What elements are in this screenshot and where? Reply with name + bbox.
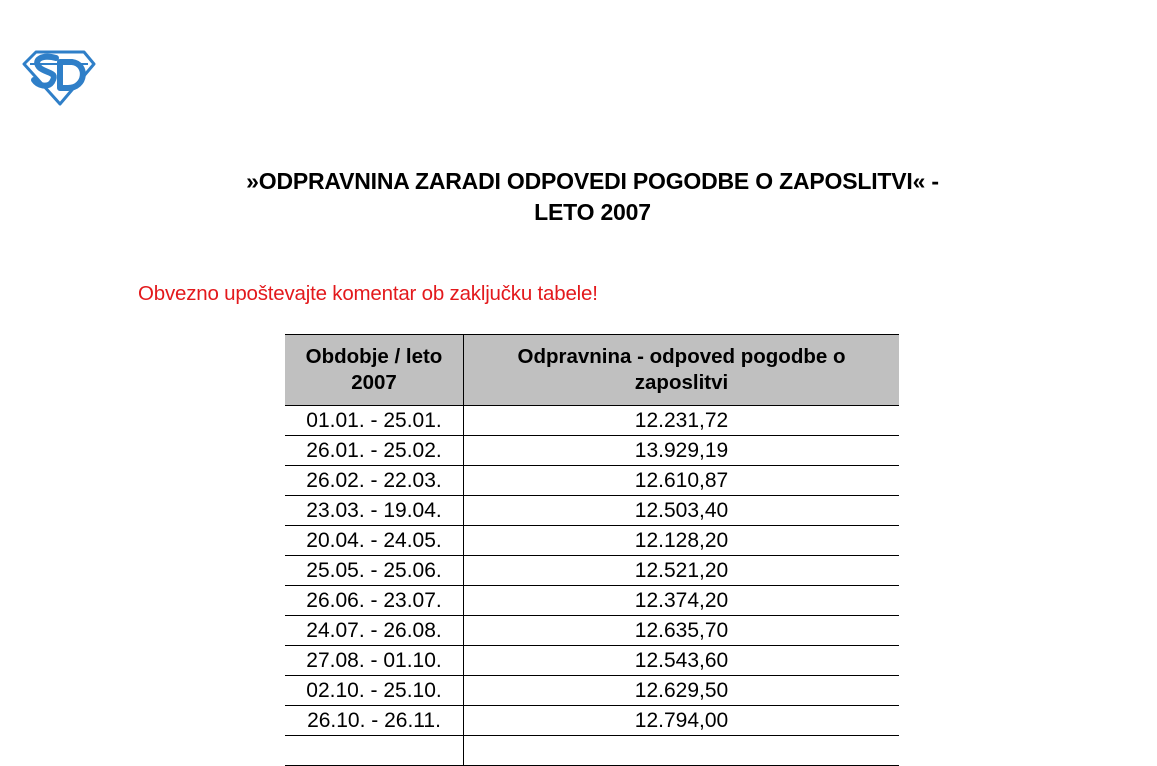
table-row [285,646,899,676]
header-severance: Odpravnina - odpoved pogodbe o zaposlitvi [464,335,900,406]
table-row [285,676,899,706]
table-row [285,616,899,646]
amount-cell: 12.635,70 [464,616,900,646]
period-cell: 26.10. - 26.11. [285,706,464,736]
amount-cell: 12.629,50 [464,676,900,706]
amount-cell: 12.794,00 [464,706,900,736]
period-cell: 02.10. - 25.10. [285,676,464,706]
amount-cell: 12.521,20 [464,556,900,586]
amount-cell: 13.929,19 [464,436,900,466]
table-row [285,406,899,436]
sd-shield-logo-icon [22,48,96,106]
amount-cell: 12.128,20 [464,526,900,556]
table-row [285,466,899,496]
title-line-2: LETO 2007 [534,199,651,225]
period-cell: 26.01. - 25.02. [285,436,464,466]
table-header-row [285,335,899,406]
amount-cell [464,736,900,766]
table-row [285,736,899,766]
table-row [285,526,899,556]
title-line-1: »ODPRAVNINA ZARADI ODPOVEDI POGODBE O ZAPOSLITVI« - [246,168,939,194]
table-row [285,706,899,736]
amount-cell: 12.543,60 [464,646,900,676]
amount-cell: 12.231,72 [464,406,900,436]
header-period: Obdobje / leto 2007 [285,335,464,406]
table-row [285,586,899,616]
amount-cell: 12.610,87 [464,466,900,496]
period-cell: 26.02. - 22.03. [285,466,464,496]
document-title [0,166,1157,228]
period-cell: 01.01. - 25.01. [285,406,464,436]
amount-cell: 12.374,20 [464,586,900,616]
table-row [285,556,899,586]
period-cell: 20.04. - 24.05. [285,526,464,556]
amount-cell: 12.503,40 [464,496,900,526]
logo [22,48,96,106]
period-cell: 25.05. - 25.06. [285,556,464,586]
period-cell: 26.06. - 23.07. [285,586,464,616]
period-cell: 24.07. - 26.08. [285,616,464,646]
table-row [285,496,899,526]
period-cell: 23.03. - 19.04. [285,496,464,526]
table-body [285,406,899,766]
period-cell [285,736,464,766]
notice-text: Obvezno upoštevajte komentar ob zaključku tabele! [138,282,598,305]
table-row [285,436,899,466]
period-cell: 27.08. - 01.10. [285,646,464,676]
severance-table [285,334,899,766]
